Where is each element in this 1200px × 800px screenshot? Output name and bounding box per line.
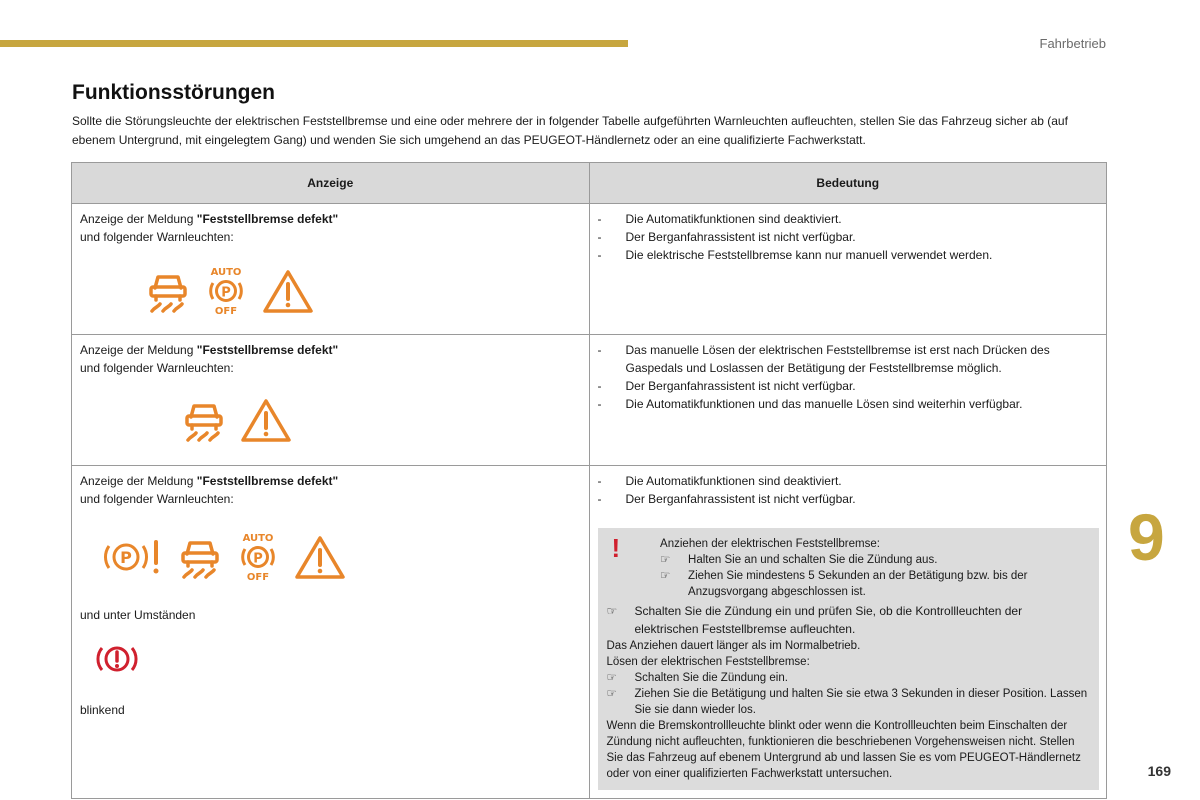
display-message: "Feststellbremse defekt"	[196, 474, 339, 488]
release-title: Lösen der elektrischen Feststellbremse:	[606, 656, 810, 668]
list-item: - Der Berganfahrassistent ist nicht verfügbar.	[598, 490, 1099, 508]
auto-off-parking-icon	[236, 532, 280, 582]
list-item: - Der Berganfahrassistent ist nicht verfügbar.	[598, 228, 1099, 246]
parking-brake-fault-icon	[100, 537, 164, 577]
off-label: OFF	[246, 572, 270, 582]
traction-control-icon	[146, 268, 190, 314]
section-title: Fahrbetrieb	[1039, 36, 1106, 51]
meaning-cell	[589, 335, 1107, 466]
display-cell	[72, 204, 590, 335]
traction-control-icon	[182, 397, 226, 443]
top-accent-bar	[0, 40, 628, 47]
pointing-hand-icon: ☞	[606, 672, 617, 684]
apply-step: ☞ Halten Sie an und schalten Sie die Zündung aus.	[660, 554, 938, 566]
display-message: "Feststellbremse defekt"	[196, 212, 339, 226]
apply-step: ☞ Ziehen Sie mindestens 5 Sekunden an der Betätigung bzw. bis der Anzugsvorgang abgeschlossen ist.	[660, 570, 1028, 598]
brake-warning-icon	[96, 642, 581, 681]
note-box	[598, 528, 1100, 790]
pointing-hand-icon: ☞	[606, 604, 618, 618]
warning-triangle-icon	[262, 268, 314, 314]
display-prefix: Anzeige der Meldung	[80, 343, 197, 357]
blink-label: blinkend	[80, 703, 125, 717]
duration-text: Das Anziehen dauert länger als im Normalbetrieb.	[606, 640, 861, 652]
table-header-row	[72, 163, 1107, 204]
note-head	[607, 533, 1090, 600]
display-cell	[72, 466, 590, 799]
meaning-list	[598, 341, 1099, 413]
page-number: 169	[1147, 763, 1171, 779]
meaning-list	[598, 210, 1099, 264]
extra-condition: und unter Umständen	[80, 608, 196, 622]
apply-title: Anziehen der elektrischen Feststellbremse:	[660, 538, 880, 550]
p-label: P	[120, 548, 132, 567]
table-row	[72, 335, 1107, 466]
list-item: - Die Automatikfunktionen und das manuelle Lösen sind weiterhin verfügbar.	[598, 395, 1099, 413]
list-item: - Die Automatikfunktionen sind deaktiviert.	[598, 210, 1099, 228]
chapter-number: 9	[1128, 500, 1165, 574]
warning-triangle-icon	[294, 534, 346, 580]
display-suffix: und folgender Warnleuchten:	[80, 361, 234, 375]
warning-triangle-icon	[240, 397, 292, 443]
page-title: Funktionsstörungen	[72, 81, 275, 104]
pointing-hand-icon: ☞	[660, 554, 671, 566]
list-item: - Das manuelle Lösen der elektrischen Feststellbremse ist erst nach Drücken des Gaspedals und Loslassen der Betätigung der Feststellbremse möglich.	[598, 341, 1099, 377]
meaning-list	[598, 472, 1099, 508]
icon-group	[100, 532, 581, 582]
header-display: Anzeige	[72, 163, 590, 204]
malfunction-table	[71, 162, 1107, 799]
pointing-hand-icon: ☞	[660, 570, 671, 582]
table-row	[72, 204, 1107, 335]
auto-label: AUTO	[210, 267, 242, 278]
intro-paragraph: Sollte die Störungsleuchte der elektrischen Feststellbremse und eine oder mehrere der in folgender Tabelle aufgeführten Warnleuchten aufleuchten, stellen Sie das Fahrzeug sicher ab (auf ebenem Untergrund, mit eingelegtem Gang) und wenden Sie sich umgehend an das PEUGEOT-Händlernetz oder an eine qualifizierte Fachwerkstatt.	[72, 114, 1068, 147]
auto-label: AUTO	[242, 533, 274, 544]
p-label: P	[221, 285, 231, 301]
release-step: ☞ Schalten Sie die Zündung ein.	[606, 672, 788, 684]
meaning-cell	[589, 466, 1107, 799]
display-suffix: und folgender Warnleuchten:	[80, 230, 234, 244]
p-label: P	[253, 551, 263, 567]
icon-group	[146, 266, 581, 316]
apply-block	[660, 536, 1089, 600]
auto-off-parking-icon	[204, 266, 248, 316]
display-message: "Feststellbremse defekt"	[196, 343, 339, 357]
display-cell	[72, 335, 590, 466]
icon-group	[182, 397, 581, 443]
release-step: ☞ Ziehen Sie die Betätigung und halten Sie sie etwa 3 Sekunden in dieser Position. Lassen Sie sie dann wieder los.	[606, 688, 1088, 716]
list-item: - Die elektrische Feststellbremse kann nur manuell verwendet werden.	[598, 246, 1099, 264]
header-meaning: Bedeutung	[589, 163, 1107, 204]
meaning-cell	[589, 204, 1107, 335]
table-row	[72, 466, 1107, 799]
display-suffix: und folgender Warnleuchten:	[80, 492, 234, 506]
pointing-hand-icon: ☞	[606, 688, 617, 700]
check-step: ☞ Schalten Sie die Zündung ein und prüfen Sie, ob die Kontrollleuchten der elektrischen Feststellbremse aufleuchten.	[606, 604, 1023, 636]
closing-text: Wenn die Bremskontrollleuchte blinkt oder wenn die Kontrollleuchten beim Einschalten der Zündung nicht aufleuchten, funktionieren die beschriebenen Vorgehensweisen nicht. Stellen Sie das Fahrzeug auf ebenem Untergrund ab und lassen Sie es vom PEUGEOT-Händlernetz oder von einer qualifizierten Fachwerkstatt untersuchen.	[606, 720, 1081, 780]
list-item: - Die Automatikfunktionen sind deaktiviert.	[598, 472, 1099, 490]
traction-control-icon	[178, 534, 222, 580]
exclamation-icon: !	[611, 533, 621, 563]
display-prefix: Anzeige der Meldung	[80, 474, 197, 488]
list-item: - Der Berganfahrassistent ist nicht verfügbar.	[598, 377, 1099, 395]
off-label: OFF	[214, 306, 238, 316]
display-prefix: Anzeige der Meldung	[80, 212, 197, 226]
